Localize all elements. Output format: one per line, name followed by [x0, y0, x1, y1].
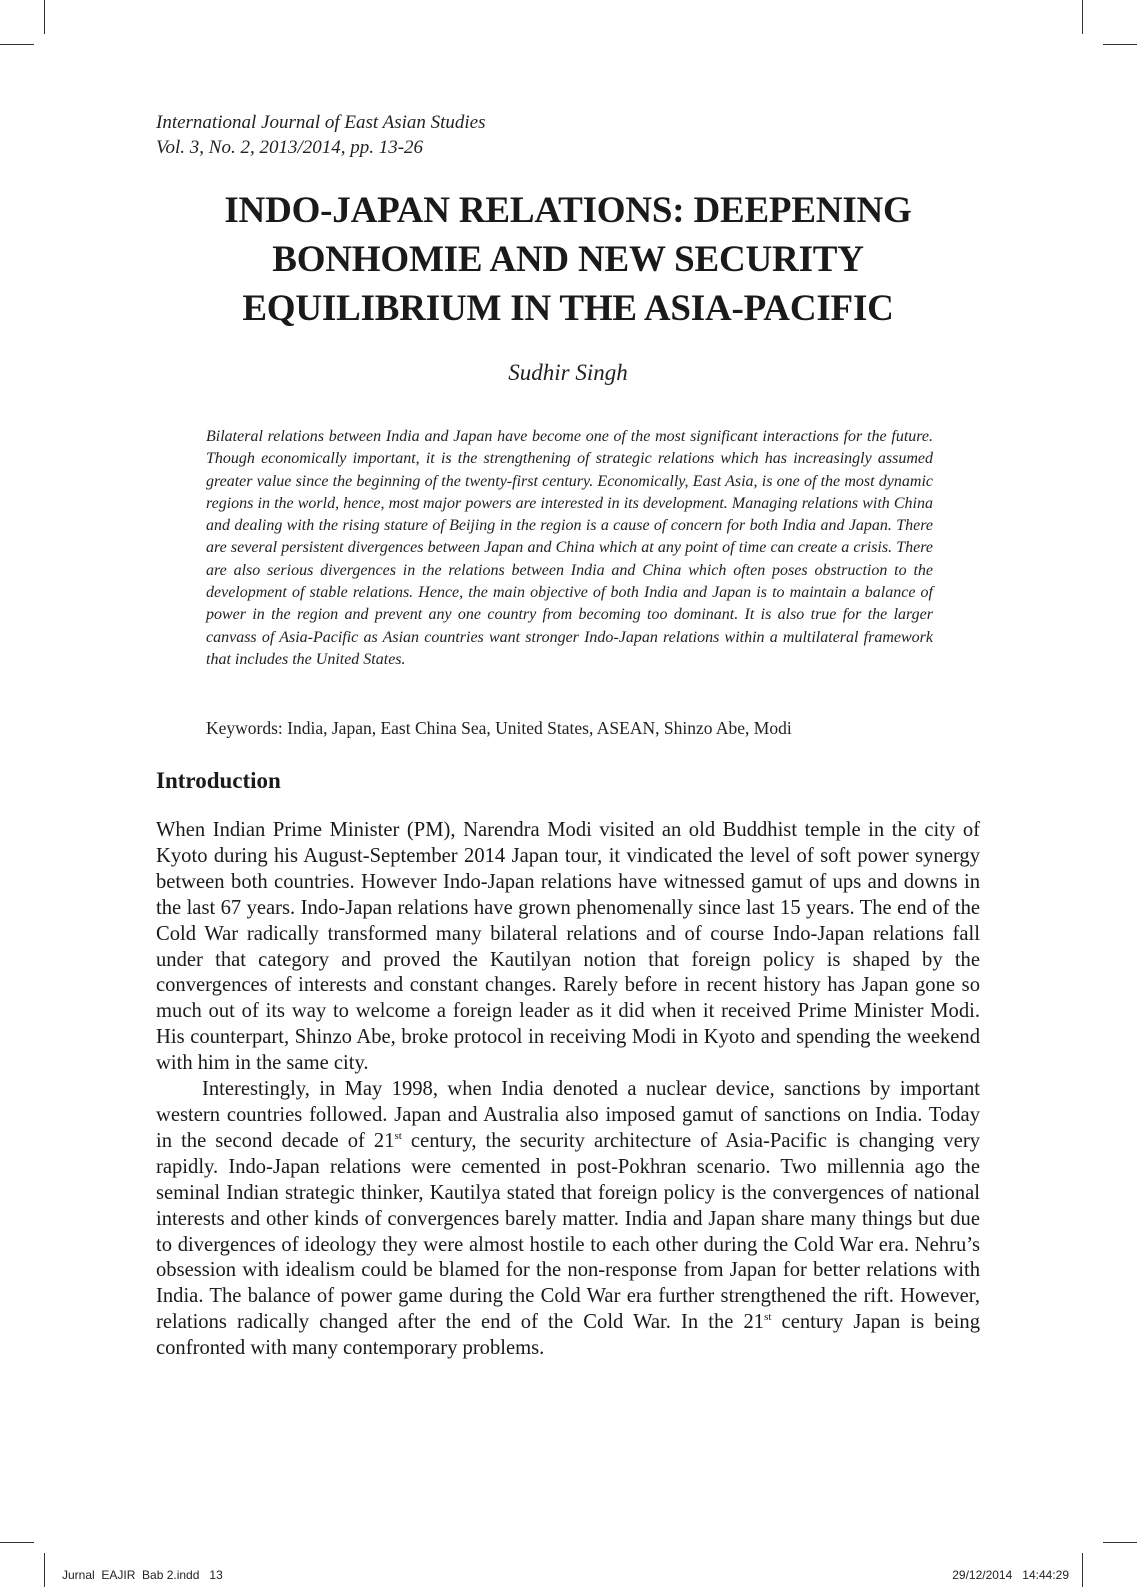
- crop-mark-top-right-vertical: [1082, 0, 1083, 34]
- introduction-body: [156, 818, 980, 1362]
- journal-header: [156, 110, 486, 160]
- title-line-2: BONHOMIE AND NEW SECURITY: [272, 239, 864, 280]
- paragraph-2-part-c: century Japan is being confronted with many contemporary problems.: [156, 1311, 980, 1360]
- paragraph-2-part-a: Interestingly, in May 1998, when India denoted a nuclear device, sanctions by important western countries followed. Japan and Australia also imposed gamut of sanctions on India. Today in the second decade of 21: [156, 1078, 980, 1152]
- journal-volume-info: Vol. 3, No. 2, 2013/2014, pp. 13-26: [156, 137, 424, 158]
- crop-mark-top-left-horizontal: [0, 44, 34, 45]
- superscript-st-2: st: [764, 1311, 772, 1324]
- crop-mark-bottom-left-horizontal: [0, 1542, 34, 1543]
- print-slug-timestamp: 29/12/2014 14:44:29: [952, 1568, 1069, 1582]
- section-heading-introduction: Introduction: [156, 768, 281, 793]
- author-name: Sudhir Singh: [508, 360, 628, 385]
- crop-mark-bottom-left-vertical: [44, 1553, 45, 1587]
- superscript-st-1: st: [394, 1130, 402, 1143]
- title-line-1: INDO-JAPAN RELATIONS: DEEPENING: [224, 190, 912, 231]
- journal-name: International Journal of East Asian Studies: [156, 112, 486, 133]
- crop-mark-bottom-right-horizontal: [1103, 1542, 1137, 1543]
- crop-mark-top-left-vertical: [44, 0, 45, 34]
- paragraph-1: When Indian Prime Minister (PM), Narendra Modi visited an old Buddhist temple in the city of Kyoto during his August-September 2014 Japan tour, it vindicated the level of soft power synergy between both countries. However Indo-Japan relations have witnessed gamut of ups and downs in the last 67 years. Indo-Japan relations have grown phenomenally since last 15 years. The end of the Cold War radically transformed many bilateral relations and of course Indo-Japan relations fall under that category and proved the Kautilyan notion that foreign policy is shaped by the convergences of interests and constant changes. Rarely before in recent history has Japan gone so much out of its way to welcome a foreign leader as it did when it received Prime Minister Modi. His counterpart, Shinzo Abe, broke protocol in receiving Modi in Kyoto and spending the weekend with him in the same city.: [156, 819, 980, 1075]
- abstract: Bilateral relations between India and Japan have become one of the most significant interactions for the future. Though economically important, it is the strengthening of strategic relations which has increasingly assumed greater value since the beginning of the twenty-first century. Economically, East Asia, is one of the most dynamic regions in the world, hence, most major powers are interested in its development. Managing relations with China and dealing with the rising stature of Beijing in the region is a cause of concern for both India and Japan. There are several persistent divergences between Japan and China which at any point of time can create a crisis. There are also serious divergences in the relations between India and China which often poses obstruction to the development of stable relations. Hence, the main objective of both India and Japan is to maintain a balance of power in the region and prevent any one country from becoming too dominant. It is also true for the larger canvass of Asia-Pacific as Asian countries want stronger Indo-Japan relations within a multilateral framework that includes the United States.: [206, 428, 933, 668]
- title-line-3: EQUILIBRIUM IN THE ASIA-PACIFIC: [242, 288, 894, 329]
- paragraph-2: [156, 1077, 980, 1362]
- print-slug-file: Jurnal EAJIR Bab 2.indd 13: [62, 1568, 223, 1582]
- crop-mark-top-right-horizontal: [1103, 44, 1137, 45]
- article-title: [156, 186, 980, 333]
- keywords: Keywords: India, Japan, East China Sea, United States, ASEAN, Shinzo Abe, Modi: [206, 718, 792, 738]
- paragraph-2-part-b: century, the security architecture of Asia-Pacific is changing very rapidly. Indo-Japan relations were cemented in post-Pokhran scenario. Two millennia ago the seminal Indian strategic thinker, Kautilya stated that foreign policy is the convergences of national interests and other kinds of convergences barely matter. India and Japan share many things but due to divergences of ideology they were almost hostile to each other during the Cold War era. Nehru’s obsession with idealism could be blamed for the non-response from Japan for better relations with India. The balance of power game during the Cold War era further strengthened the rift. However, relations radically changed after the end of the Cold War. In the 21: [156, 1129, 980, 1334]
- crop-mark-bottom-right-vertical: [1082, 1553, 1083, 1587]
